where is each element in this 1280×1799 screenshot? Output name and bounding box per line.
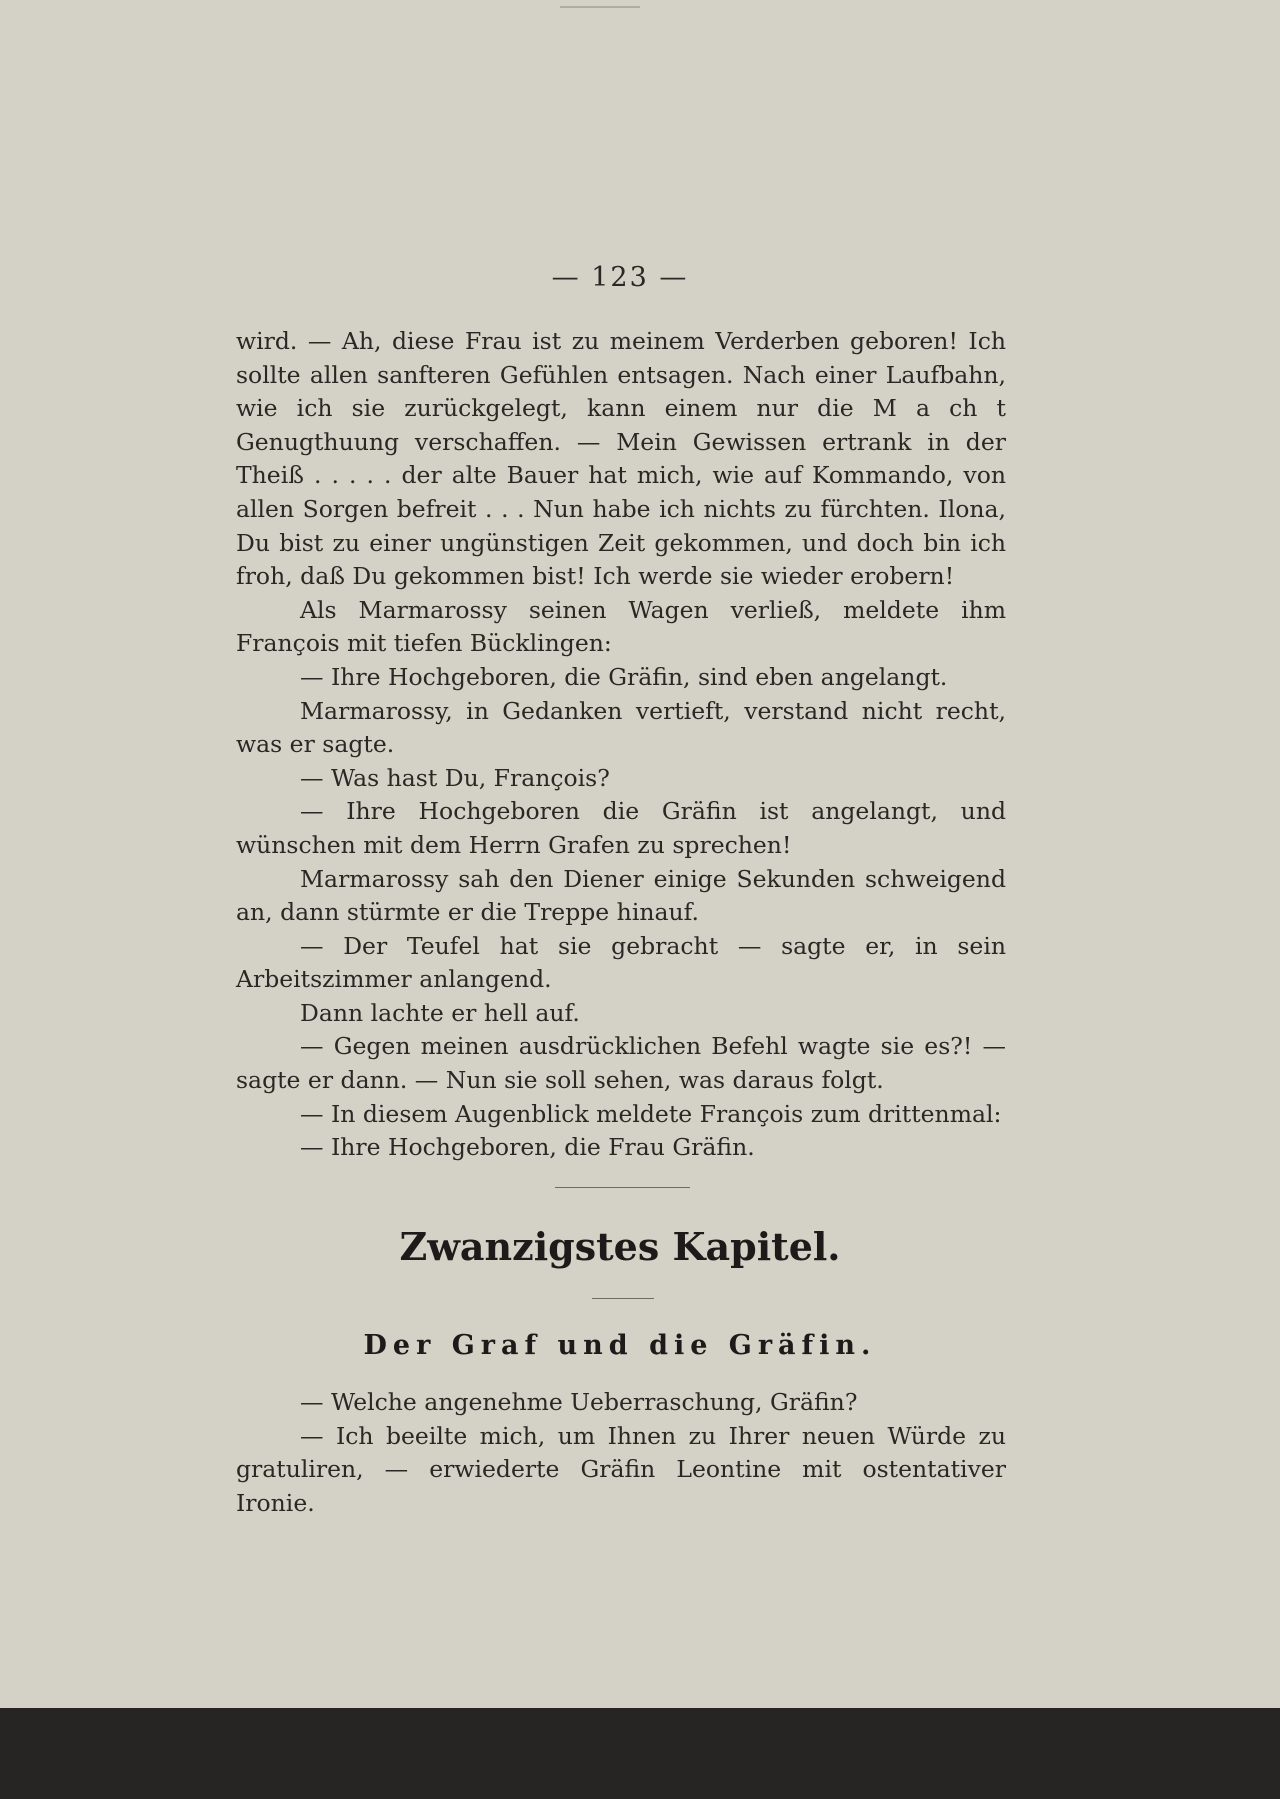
paragraph: — Ihre Hochgeboren die Gräfin ist angelangt, und wünschen mit dem Herrn Grafen zu sprechen!: [236, 797, 1006, 859]
chapter-subtitle: Der Graf und die Gräfin.: [363, 1330, 877, 1361]
paragraph: Marmarossy, in Gedanken vertieft, verstand nicht recht, was er sagte.: [236, 696, 1006, 759]
paragraph: Dann lachte er hell auf.: [300, 998, 580, 1027]
paragraph: — Ich beeilte mich, um Ihnen zu Ihrer neuen Würde zu gratuliren, — erwiederte Gräfin Leontine mit ostentativer Ironie.: [236, 1421, 1006, 1517]
paragraph: Marmarossy sah den Diener einige Sekunden schweigend an, dann stürmte er die Treppe hinauf.: [236, 864, 1006, 927]
chapter-title: Zwanzigstes Kapitel.: [399, 1224, 841, 1269]
paragraph: — Gegen meinen ausdrücklichen Befehl wagte sie es?! — sagte er dann. — Nun sie soll sehen, was daraus folgt.: [236, 1032, 1006, 1095]
paragraph: — Was hast Du, François?: [300, 763, 610, 792]
paragraph: wird. — Ah, diese Frau ist zu meinem Verderben geboren! Ich sollte allen sanfteren Gefühlen entsagen. Nach einer Laufbahn, wie ich sie zurückgelegt, kann einem nur die M a ch t Genugthuung verschaffen. — Mein Gewissen ertrank in der Theiß . . . . . der alte Bauer hat mich, wie auf Kommando, von allen Sorgen befreit . . . Nun habe ich nichts zu fürchten. Ilona, Du bist zu einer ungünstigen Zeit gekommen, und doch bin ich froh, daß Du gekommen bist! Ich werde sie wieder erobern!: [236, 327, 1006, 591]
paragraph: Als Marmarossy seinen Wagen verließ, meldete ihm François mit tiefen Bücklingen:: [236, 595, 1006, 658]
page-number: — 123 —: [551, 262, 689, 293]
paragraph: — Der Teufel hat sie gebracht — sagte er, in sein Arbeitszimmer anlangend.: [236, 931, 1006, 994]
chapter-text: [236, 1386, 1006, 1520]
chapter-divider: [592, 1298, 654, 1299]
section-divider: [555, 1187, 690, 1188]
paragraph: — In diesem Augenblick meldete François zum drittenmal:: [300, 1099, 1002, 1128]
scanner-background: [0, 1708, 1280, 1799]
top-edge-mark: [560, 0, 640, 8]
main-text: [236, 325, 1006, 1165]
paragraph: — Welche angenehme Ueberraschung, Gräfin?: [300, 1388, 858, 1416]
paragraph: — Ihre Hochgeboren, die Frau Gräfin.: [300, 1133, 755, 1162]
paragraph: — Ihre Hochgeboren, die Gräfin, sind eben angelangt.: [300, 662, 948, 691]
